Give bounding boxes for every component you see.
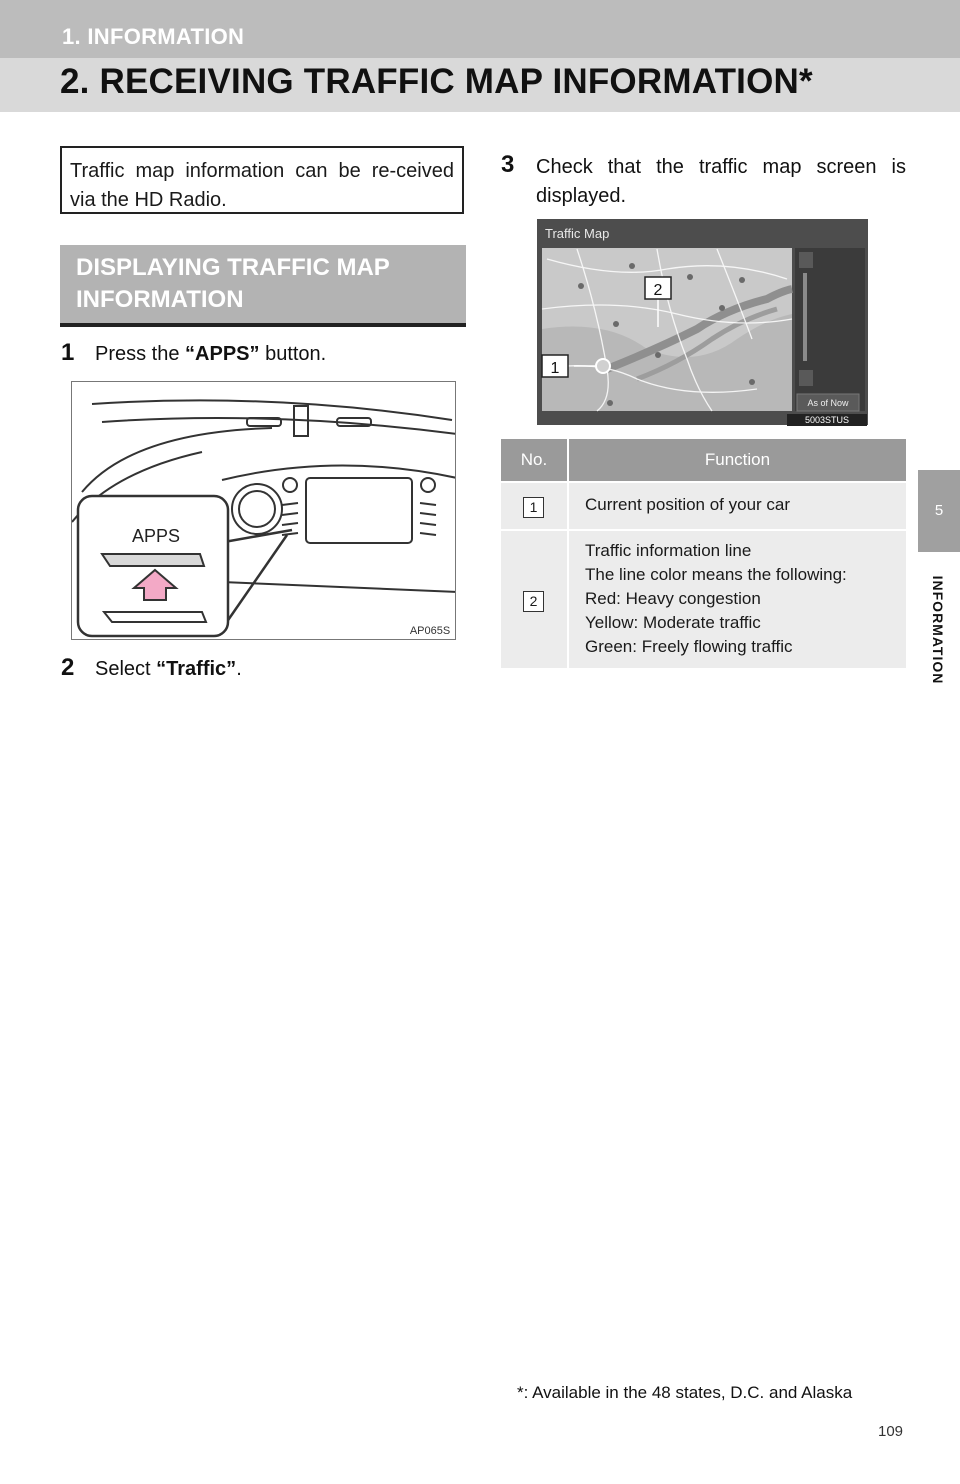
dashboard-illustration: [71, 381, 456, 640]
subheading: [60, 245, 466, 327]
function-line: Yellow: Moderate traffic: [585, 613, 761, 632]
function-line: Green: Freely flowing traffic: [585, 637, 793, 656]
function-line: The line color means the following:: [585, 565, 847, 584]
step-2-suffix: .: [236, 658, 242, 680]
page-number: 109: [878, 1423, 904, 1440]
section-label: 1. INFORMATION: [62, 24, 245, 49]
step-3-number: 3: [501, 151, 515, 178]
step-2-text: [95, 655, 242, 684]
intro-box: Traffic map information can be re-ceived via the HD Radio.: [60, 146, 464, 214]
step-2-prefix: Select: [95, 658, 157, 680]
traffic-map-title: Traffic Map: [545, 226, 610, 241]
chapter-number: 5: [934, 502, 944, 519]
function-table: [501, 439, 906, 668]
map-callout-2: 2: [653, 282, 663, 299]
traffic-map-drawing: [537, 219, 868, 425]
step-1-suffix: button.: [259, 343, 327, 365]
step-1-number: 1: [61, 339, 75, 366]
traffic-map-screenshot: [537, 219, 868, 425]
map-image-code: 5003STUS: [787, 414, 867, 426]
table-cell-function: [568, 482, 906, 530]
chapter-label-text: INFORMATION: [930, 575, 946, 685]
table-header-row: [501, 439, 906, 482]
table-header-no: No.: [501, 439, 568, 482]
function-line: Traffic information line: [585, 541, 752, 560]
chapter-tab[interactable]: [918, 470, 960, 552]
table-row: [501, 482, 906, 530]
page-title: 2. RECEIVING TRAFFIC MAP INFORMATION*: [60, 62, 813, 101]
footnote: *: Available in the 48 states, D.C. and Alaska: [517, 1383, 853, 1402]
step-3-text: [536, 153, 906, 211]
page-header: [0, 0, 960, 112]
dashboard-drawing: [72, 382, 456, 640]
step-2-number: 2: [61, 654, 75, 681]
step-1-keyword: “APPS”: [185, 343, 260, 365]
table-row: [501, 530, 906, 668]
number-box-1: 1: [523, 497, 544, 518]
table-cell-no: [501, 482, 568, 530]
number-box-2: 2: [523, 591, 544, 612]
as-of-now-label: As of Now: [807, 398, 849, 408]
chapter-label: [920, 565, 950, 705]
subheading-line-1: DISPLAYING TRAFFIC MAP: [76, 254, 390, 281]
step-3-line-2: displayed.: [536, 185, 627, 207]
subheading-text: [76, 252, 390, 316]
apps-button-label: APPS: [131, 526, 181, 546]
step-2-keyword: “Traffic”: [156, 658, 237, 680]
dashboard-image-code: AP065S: [409, 625, 451, 637]
subheading-line-2: INFORMATION: [76, 286, 244, 313]
table-header-function: Function: [568, 439, 906, 482]
function-line: Current position of your car: [585, 495, 791, 514]
step-1-prefix: Press the: [95, 343, 186, 365]
map-callout-1: 1: [550, 360, 560, 377]
function-line: Red: Heavy congestion: [585, 589, 761, 608]
table-cell-function: [568, 530, 906, 668]
step-1-text: [95, 340, 326, 369]
table-cell-no: [501, 530, 568, 668]
step-3-line-1: Check that the traffic map screen is: [536, 156, 906, 178]
